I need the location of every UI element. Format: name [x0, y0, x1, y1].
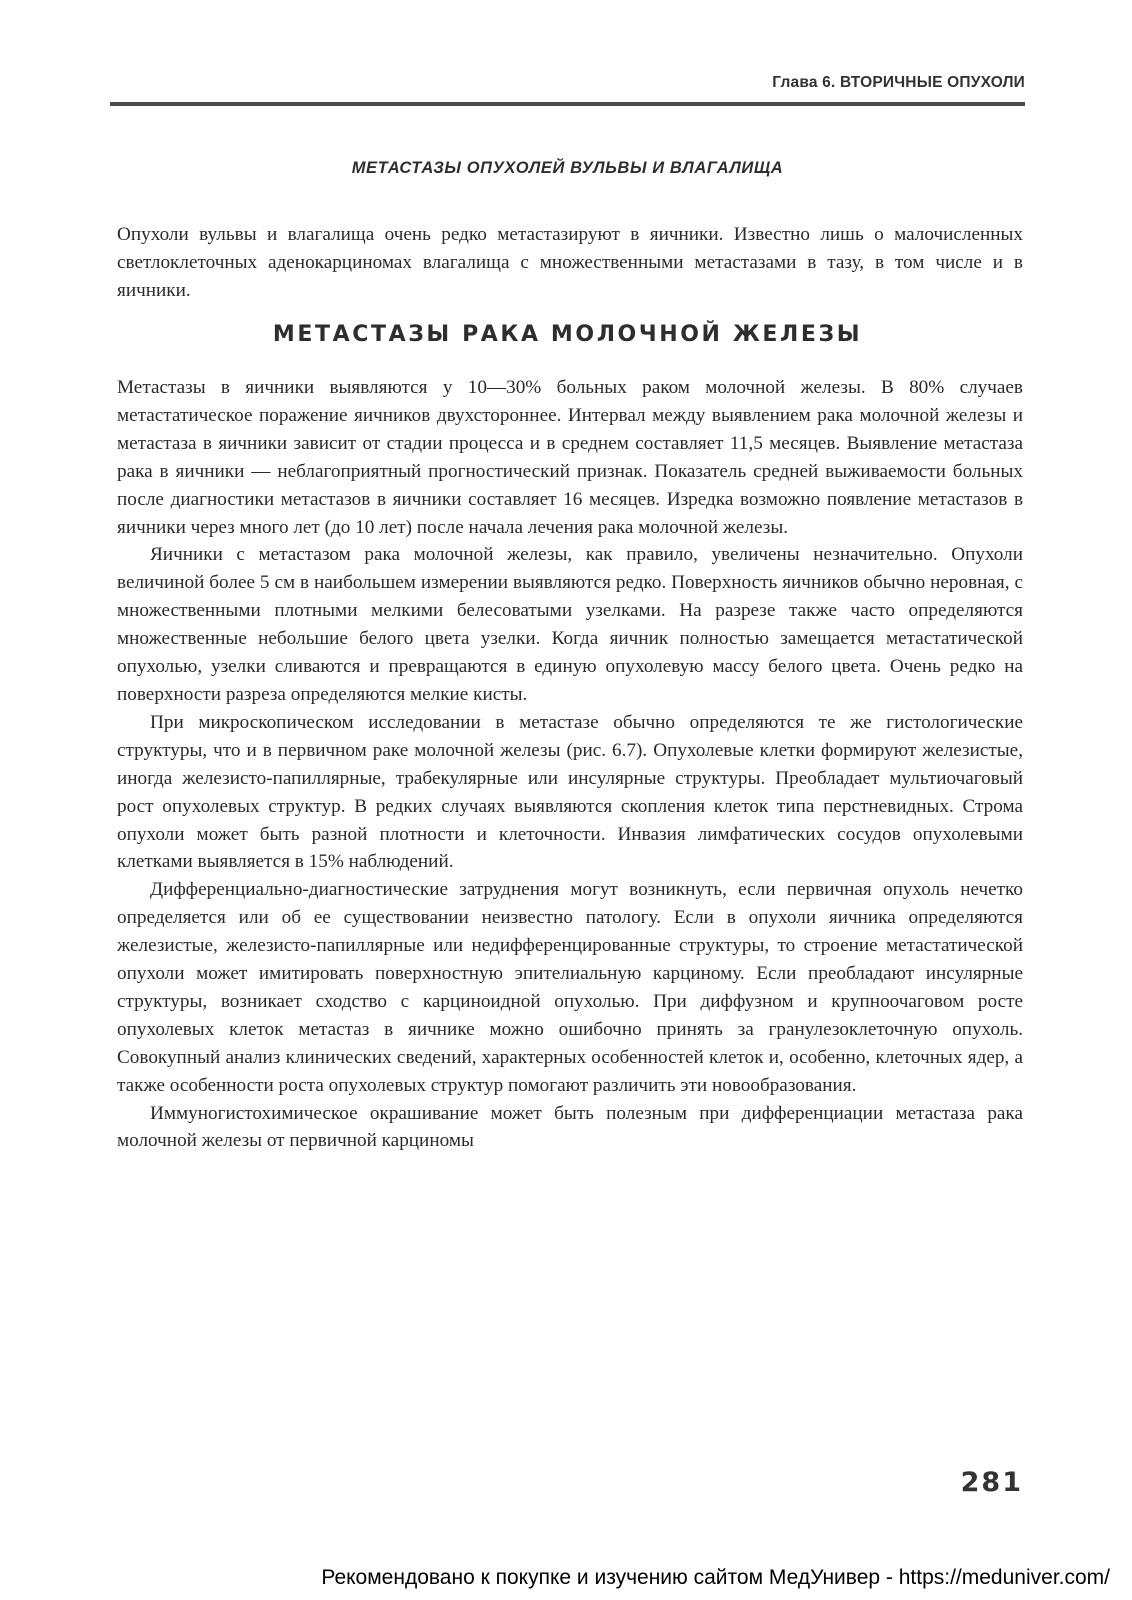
header-rule [110, 102, 1025, 106]
subsection-title: МЕТАСТАЗЫ ОПУХОЛЕЙ ВУЛЬВЫ И ВЛАГАЛИЩА [351, 159, 784, 177]
page-number: 281 [960, 1467, 1023, 1498]
footer-watermark-note: Рекомендовано к покупке и изучению сайтом МедУнивер - https://meduniver.com/ [321, 1566, 1110, 1589]
section-title: МЕТАСТАЗЫ РАКА МОЛОЧНОЙ ЖЕЛЕЗЫ [272, 322, 863, 347]
paragraph: Метастазы в яичники выявляются у 10—30% больных раком молочной железы. В 80% случаев метастатическое поражение яичников двухстороннее. Интервал между выявлением рака молочной железы и метастаза в яичники зависит от стадии процесса и в среднем составляет 11,5 месяцев. Выявление метастаза рака в яичники — неблагоприятный прогностический признак. Показатель средней выживаемости больных после диагностики метастазов в яичники составляет 16 месяцев. Изредка возможно появление метастазов в яичники через много лет (до 10 лет) после начала лечения рака молочной железы. [117, 377, 1023, 538]
section-body [117, 374, 1023, 1155]
paragraph: Яичники с метастазом рака молочной железы, как правило, увеличены незначительно. Опухоли величиной более 5 см в наибольшем измерении выявляются редко. Поверхность яичников обычно неровная, с множественными плотными мелкими белесоватыми узелками. На разрезе также часто определяются множественные небольшие белого цвета узелки. Когда яичник полностью замещается метастатической опухолью, узелки сливаются и превращаются в единую опухолевую массу белого цвета. Очень редко на поверхности разреза определяются мелкие кисты. [117, 544, 1023, 705]
paragraph-continued: Иммуногистохимическое окрашивание может быть полезным при дифференциации метастаза рака молочной железы от первичной карциномы [117, 1102, 1023, 1152]
subsection-body [117, 221, 1023, 305]
paragraph: При микроскопическом исследовании в метастазе обычно определяются те же гистологические структуры, что и в первичном раке молочной железы (рис. 6.7). Опухолевые клетки формируют железистые, иногда железисто-папиллярные, трабекулярные или инсулярные структуры. Преобладает мультиочаговый рост опухолевых структур. В редких случаях выявляются скопления клеток типа перстневидных. Строма опухоли может быть разной плотности и клеточности. Инвазия лимфатических сосудов опухолевыми клетками выявляется в 15% наблюдений. [117, 711, 1023, 873]
running-head: Глава 6. ВТОРИЧНЫЕ ОПУХОЛИ [772, 74, 1025, 91]
paragraph: Дифференциально-диагностические затруднения могут возникнуть, если первичная опухоль нечетко определяется или об ее существовании неизвестно патологу. Если в опухоли яичника определяются железистые, железисто-папиллярные или недифференцированные структуры, то строение метастатической опухоли может имитировать поверхностную эпителиальную карциному. Если преобладают инсулярные структуры, возникает сходство с карциноидной опухолью. При диффузном и крупноочаговом росте опухолевых клеток метастаз в яичнике можно ошибочно принять за гранулезоклеточную опухоль. Совокупный анализ клинических сведений, характерных особенностей клеток и, особенно, клеточных ядер, а также особенности роста опухолевых структур помогают различить эти новообразования. [117, 879, 1023, 1096]
paragraph: Опухоли вульвы и влагалища очень редко метастазируют в яичники. Известно лишь о малочисленных светлоклеточных аденокарциномах влагалища с множественными метастазами в тазу, в том числе и в яичники. [117, 224, 1023, 301]
